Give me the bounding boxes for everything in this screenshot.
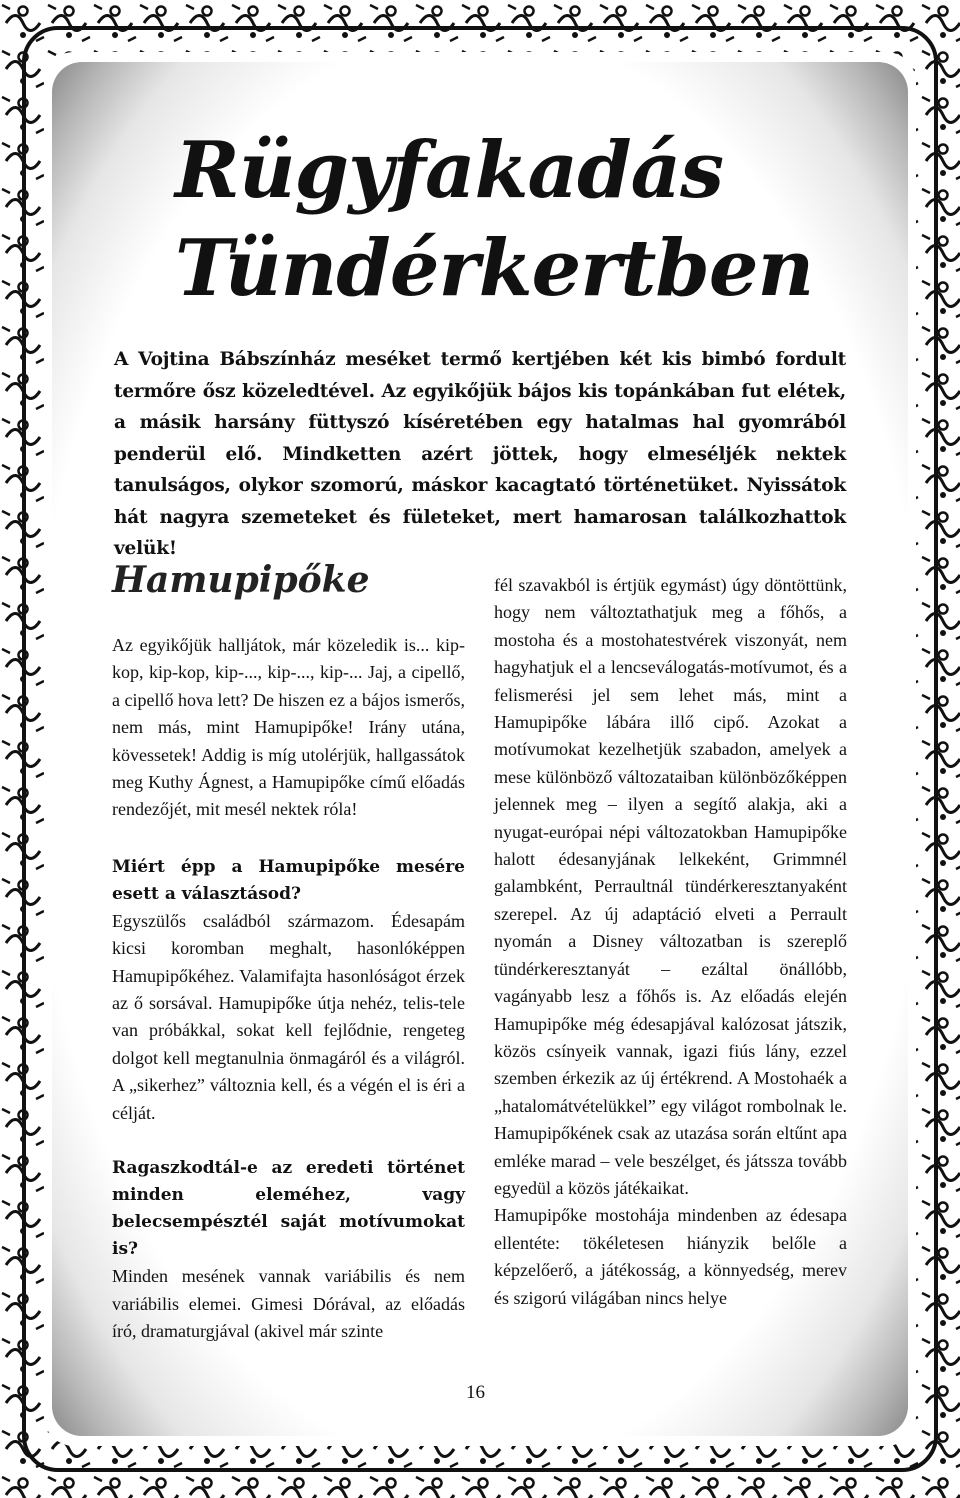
page-number: 16	[466, 1382, 485, 1403]
lead-paragraph: Az egyikőjük halljátok, már közeledik is... kip-kop, kip-kop, kip-..., kip-..., kip-... Jaj, a cipellő, a cipellő hova lett? De hiszen ez a bájos ismerős, nem más, mint Hamupipőke! Irány utána, kövessetek! Addig is míg utolérjük, hallgassátok meg Kuthy Ágnest, a Hamupipőke című előadás rendezőjét, mit mesél nektek róla!	[112, 635, 465, 820]
left-column	[112, 559, 465, 1345]
answer-2: Minden mesének vannak variábilis és nem variábilis elemei. Gimesi Dórával, az előadás író, dramaturgjával (akivel már szinte	[112, 1266, 465, 1341]
section-title: Hamupipőke	[112, 559, 370, 601]
right-column	[494, 572, 847, 1312]
title-line-1: Rügyfakadás	[175, 125, 724, 216]
intro-paragraph: A Vojtina Bábszínház meséket termő kertjében két kis bimbó fordult termőre ősz közeledtével. Az egyikőjük bájos kis topánkában fut elétek, a másik harsány füttyszó kíséretében egy hatalmas hal gyomrából penderül elő. Mindketten azért jöttek, hogy elmeséljék nektek tanulságos, olykor szomorú, máskor kacagtató történetüket. Nyissátok hát nagyra szemeteket és fületeket, mert hamarosan találkozhattok velük!	[114, 349, 846, 559]
question-2: Ragaszkodtál-e az eredeti történet minden eleméhez, vagy belecsempésztél saját motívumokat is?	[112, 1158, 465, 1260]
title-line-2: Tündérkertben	[175, 223, 814, 314]
right-paragraph-2: Hamupipőke mostohája mindenben az édesapa ellentéte: tökéletesen hiányzik belőle a képzelőerő, a játékosság, a könnyedség, merev és szigorú világában nincs helye	[494, 1205, 847, 1308]
question-1: Miért épp a Hamupipőke mesére esett a választásod?	[112, 856, 465, 904]
right-paragraph-1: fél szavakból is értjük egymást) úgy döntöttünk, hogy nem változtathatjuk meg a főhős, a mostoha és a mostohatestvérek viszonyát, nem hagyhatjuk el a lencseválogatás-motívumot, és a felismerési jel sem lehet más, mint a Hamupipőke lábára illő cipő. Azokat a motívumokat kezelhetjük szabadon, amelyek a mese különböző változataiban különbözőképpen jelennek meg – ilyen a segítő alakja, aki a nyugat-európai népi változatokban Hamupipőke halott édesanyjának lelkeként, Grimmnél galambként, Perraultnál tündérkeresztanyaként szerepel. Az új adaptáció elveti a Perrault nyomán a Disney változatban is szereplő tündérkeresztanyát – ezáltal önállóbb, vagányabb lesz a főhős is. Az előadás elején Hamupipőke még édesapjával kalózosat játszik, közös csínyeik vannak, igazi fiús lány, ezzel szemben érkezik az új értékrend. A Mostohaék a „hatalomátvételükkel” egy világot rombolnak le. Hamupipőkének csak az utazása során eltűnt apa emléke marad – vele beszélget, és játssza tovább egyedül a közös játékaikat.	[494, 575, 847, 1198]
answer-1: Egyszülős családból származom. Édesapám kicsi koromban meghalt, hasonlóképpen Hamupipőkéhez. Valamifajta hasonlóságot érzek az ő sorsával. Hamupipőke útja nehéz, telis-tele van próbákkal, sokat kell fejlődnie, rengeteg dolgot kell megtanulnia önmagáról és a világról. A „sikerhez” változnia kell, és a végén el is éri a célját.	[112, 910, 465, 1123]
